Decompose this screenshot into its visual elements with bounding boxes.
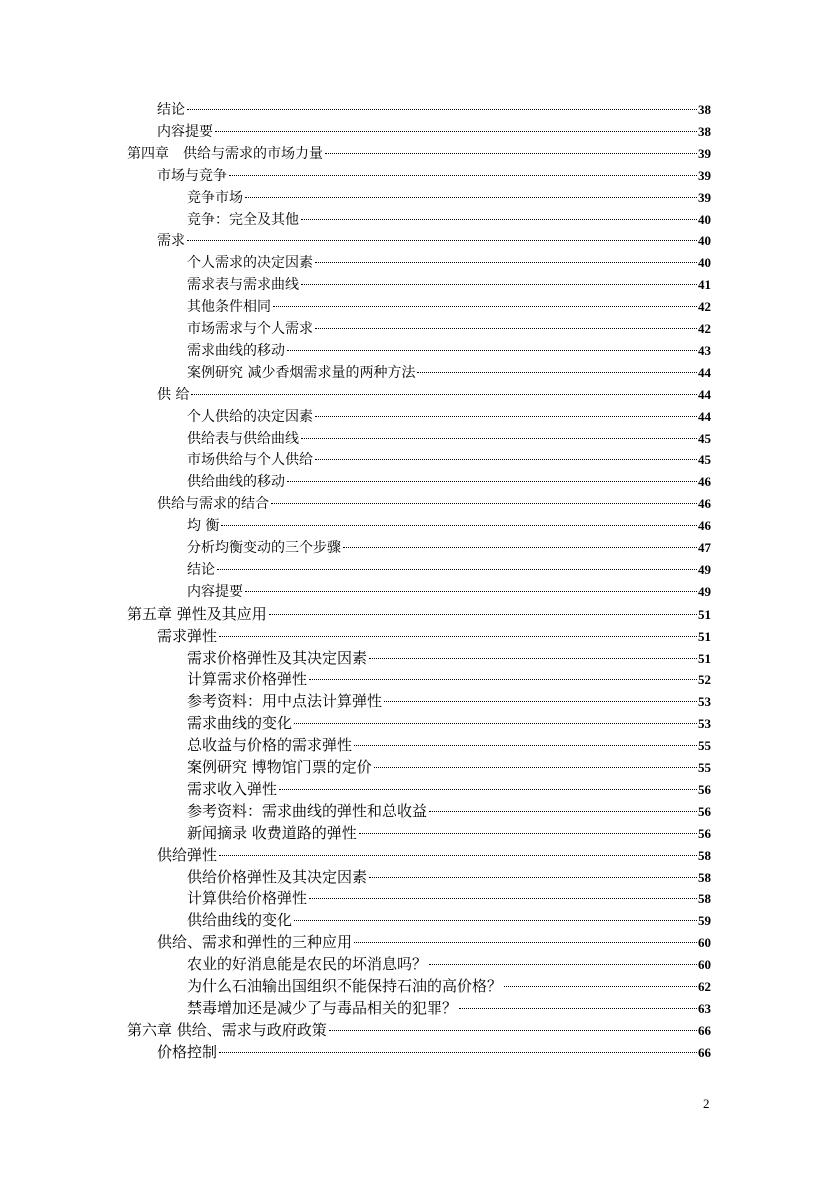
toc-entry-page: 39: [698, 189, 711, 205]
dot-leader: [279, 789, 697, 790]
dot-leader: [301, 438, 697, 439]
toc-entry-page: 46: [698, 518, 711, 534]
toc-entry-title: 需求收入弹性: [187, 779, 278, 798]
dot-leader: [221, 525, 697, 526]
toc-entry: [157, 166, 711, 188]
toc-entry-title: 供给弹性: [157, 845, 218, 864]
dot-leader: [294, 920, 697, 921]
dot-leader: [417, 372, 697, 373]
toc-entry-title: 供给与需求的结合: [157, 496, 269, 513]
page-number: 2: [703, 1096, 710, 1111]
toc-entry-title: 第五章 弹性及其应用: [127, 604, 267, 623]
toc-entry: [187, 429, 711, 451]
dot-leader: [354, 942, 697, 943]
toc-entry-page: 58: [698, 847, 711, 863]
toc-entry-title: 其他条件相同: [187, 299, 271, 316]
dot-leader: [294, 723, 697, 724]
toc-entry-title: 供给曲线的变化: [187, 911, 293, 930]
dot-leader: [215, 131, 697, 132]
toc-entry-page: 45: [698, 452, 711, 468]
toc-entry: [187, 867, 711, 889]
toc-entry: [127, 1020, 711, 1042]
dot-leader: [374, 767, 697, 768]
toc-entry-title: 参考资料：需求曲线的弹性和总收益: [187, 801, 428, 820]
toc-entry-page: 51: [698, 606, 711, 622]
toc-entry: [187, 319, 711, 341]
dot-leader: [329, 1030, 697, 1031]
toc-entry-page: 38: [698, 102, 711, 117]
toc-entry-title: 市场供给与个人供给: [187, 452, 313, 469]
toc-entry-title: 需求价格弹性及其决定因素: [187, 648, 368, 667]
toc-entry: [157, 385, 711, 407]
dot-leader: [187, 109, 697, 110]
toc-entry-page: 45: [698, 430, 711, 446]
toc-entry-page: 39: [698, 167, 711, 183]
toc-entry: [187, 998, 711, 1020]
toc-entry: [187, 779, 711, 801]
toc-entry-title: 需求: [157, 233, 185, 250]
dot-leader: [504, 986, 697, 987]
dot-leader: [301, 284, 697, 285]
toc-entry-page: 58: [698, 869, 711, 885]
dot-leader: [315, 262, 697, 263]
dot-leader: [219, 855, 697, 856]
toc-entry-page: 60: [698, 957, 711, 973]
dot-leader: [217, 569, 697, 570]
toc-entry-page: 40: [698, 211, 711, 227]
toc-entry: [187, 735, 711, 757]
toc-entry-page: 39: [698, 145, 711, 161]
toc-entry: [187, 976, 711, 998]
toc-entry-title: 为什么石油输出国组织不能保持石油的高价格？: [187, 977, 503, 995]
toc-entry: [187, 954, 711, 976]
toc-entry: [157, 932, 711, 954]
toc-entry: [157, 122, 711, 144]
dot-leader: [343, 547, 697, 548]
toc-entry-page: 58: [698, 891, 711, 907]
dot-leader: [287, 481, 697, 482]
toc-entry: [157, 231, 711, 253]
dot-leader: [219, 636, 697, 637]
toc-entry: [157, 1042, 711, 1064]
toc-entry: [187, 210, 711, 232]
dot-leader: [315, 328, 697, 329]
toc-entry-page: 56: [698, 825, 711, 841]
toc-entry-title: 案例研究 博物馆门票的定价: [187, 758, 372, 776]
toc-entry-page: 53: [698, 694, 711, 710]
toc-entry: [187, 888, 711, 910]
toc-entry-page: 49: [698, 561, 711, 577]
toc-entry-title: 计算需求价格弹性: [187, 670, 308, 689]
toc-entry-page: 52: [698, 672, 711, 688]
dot-leader: [369, 658, 697, 659]
dot-leader: [325, 153, 697, 154]
dot-leader: [219, 1052, 697, 1053]
toc-entry-title: 第六章 供给、需求与政府政策: [127, 1020, 327, 1039]
toc-entry: [187, 297, 711, 319]
dot-leader: [309, 679, 697, 680]
toc-entry: [187, 363, 711, 385]
toc-entry: [187, 910, 711, 932]
dot-leader: [245, 197, 697, 198]
dot-leader: [459, 1008, 697, 1009]
toc-entry: [187, 757, 711, 779]
toc-entry-page: 40: [698, 255, 711, 271]
toc-entry-title: 内容提要: [187, 583, 243, 600]
toc-entry-title: 结论: [187, 561, 215, 578]
toc-entry-page: 56: [698, 803, 711, 819]
toc-entry: [157, 494, 711, 516]
toc-entry-page: 62: [698, 979, 711, 994]
dot-leader: [429, 811, 697, 812]
toc-entry: [127, 604, 711, 626]
toc-entry-page: 41: [698, 277, 711, 293]
toc-entry-title: 供给曲线的移动: [187, 474, 285, 491]
toc-entry-title: 需求曲线的移动: [187, 342, 285, 359]
toc-entry-title: 竞争市场: [187, 189, 243, 206]
toc-entry: [187, 538, 711, 560]
dot-leader: [269, 614, 697, 615]
toc-entry-title: 计算供给价格弹性: [187, 889, 308, 908]
toc-entry-page: 46: [698, 496, 711, 512]
toc-entry-title: 均 衡: [187, 518, 220, 535]
dot-leader: [245, 591, 697, 592]
toc-entry-page: 46: [698, 474, 711, 490]
toc-entry-title: 内容提要: [157, 123, 213, 140]
toc-entry: [187, 341, 711, 363]
toc-entry-page: 47: [698, 540, 711, 555]
toc-entry-title: 供 给: [157, 386, 190, 403]
dot-leader: [429, 964, 697, 965]
toc-entry-title: 分析均衡变动的三个步骤: [187, 540, 341, 556]
toc-entry-page: 63: [698, 1000, 711, 1016]
toc-entry-page: 42: [698, 299, 711, 315]
toc-entry-title: 供给表与供给曲线: [187, 430, 299, 447]
toc-entry: [187, 407, 711, 429]
toc-entry-title: 市场与竞争: [157, 167, 227, 184]
toc-entry: [157, 100, 711, 122]
toc-entry: [187, 648, 711, 670]
toc-entry: [187, 713, 711, 735]
dot-leader: [187, 240, 697, 241]
toc-entry-title: 需求曲线的变化: [187, 714, 293, 733]
toc-entry-page: 51: [698, 628, 711, 644]
toc-entry: [187, 275, 711, 297]
toc-entry-page: 44: [698, 364, 711, 380]
toc-entry: [187, 188, 711, 210]
toc-entry-title: 个人需求的决定因素: [187, 255, 313, 272]
toc-entry: [187, 691, 711, 713]
toc-entry-page: 49: [698, 583, 711, 599]
dot-leader: [271, 503, 697, 504]
toc-entry: [187, 450, 711, 472]
toc-entry-page: 43: [698, 342, 711, 358]
toc-entry-page: 51: [698, 650, 711, 666]
toc-entry-page: 56: [698, 781, 711, 797]
toc-entry: [187, 472, 711, 494]
toc-entry-page: 44: [698, 408, 711, 424]
dot-leader: [354, 745, 697, 746]
toc-entry: [157, 845, 711, 867]
toc-entry: [187, 582, 711, 604]
toc-entry-page: 38: [698, 123, 711, 139]
dot-leader: [359, 833, 697, 834]
toc-entry-page: 60: [698, 935, 711, 951]
toc-entry-title: 供给、需求和弹性的三种应用: [157, 933, 353, 952]
toc-entry-title: 参考资料：用中点法计算弹性: [187, 692, 383, 711]
dot-leader: [384, 701, 697, 702]
dot-leader: [191, 394, 697, 395]
toc-entry: [187, 823, 711, 845]
toc-entry-page: 55: [698, 738, 711, 754]
toc-entry-title: 竞争：完全及其他: [187, 211, 299, 228]
toc-entry: [127, 144, 711, 166]
toc-entry-page: 42: [698, 321, 711, 336]
toc-entry: [187, 516, 711, 538]
dot-leader: [229, 175, 697, 176]
dot-leader: [369, 877, 697, 878]
toc-entry-page: 55: [698, 760, 711, 775]
dot-leader: [315, 459, 697, 460]
toc-entry-page: 53: [698, 716, 711, 732]
toc-entry: [187, 801, 711, 823]
dot-leader: [309, 898, 697, 899]
toc-entry-title: 供给价格弹性及其决定因素: [187, 867, 368, 886]
toc-entry-page: 59: [698, 913, 711, 929]
toc-entry-title: 农业的好消息能是农民的坏消息吗？: [187, 955, 428, 974]
toc-entry-page: 66: [698, 1022, 711, 1038]
toc-entry-title: 第四章 供给与需求的市场力量: [127, 145, 323, 162]
toc-entry-page: 66: [698, 1044, 711, 1060]
toc-entry-title: 需求弹性: [157, 626, 218, 645]
dot-leader: [273, 306, 697, 307]
dot-leader: [287, 350, 697, 351]
toc-entry-title: 禁毒增加还是减少了与毒品相关的犯罪？: [187, 998, 458, 1017]
toc-entry: [187, 560, 711, 582]
toc-entry-title: 案例研究 减少香烟需求量的两种方法: [187, 364, 416, 381]
toc-entry-title: 市场需求与个人需求: [187, 321, 313, 337]
toc-entry-title: 总收益与价格的需求弹性: [187, 736, 353, 755]
dot-leader: [301, 219, 697, 220]
toc-entry-title: 新闻摘录 收费道路的弹性: [187, 823, 357, 842]
dot-leader: [315, 416, 697, 417]
toc-entry-title: 结论: [157, 102, 185, 118]
toc-entry: [157, 626, 711, 648]
toc-entry-page: 40: [698, 233, 711, 249]
toc-entry: [187, 669, 711, 691]
toc-entry-title: 个人供给的决定因素: [187, 408, 313, 425]
toc-entry: [187, 253, 711, 275]
toc-entry-title: 价格控制: [157, 1042, 218, 1061]
toc-entry-title: 需求表与需求曲线: [187, 277, 299, 294]
toc-entry-page: 44: [698, 386, 711, 402]
